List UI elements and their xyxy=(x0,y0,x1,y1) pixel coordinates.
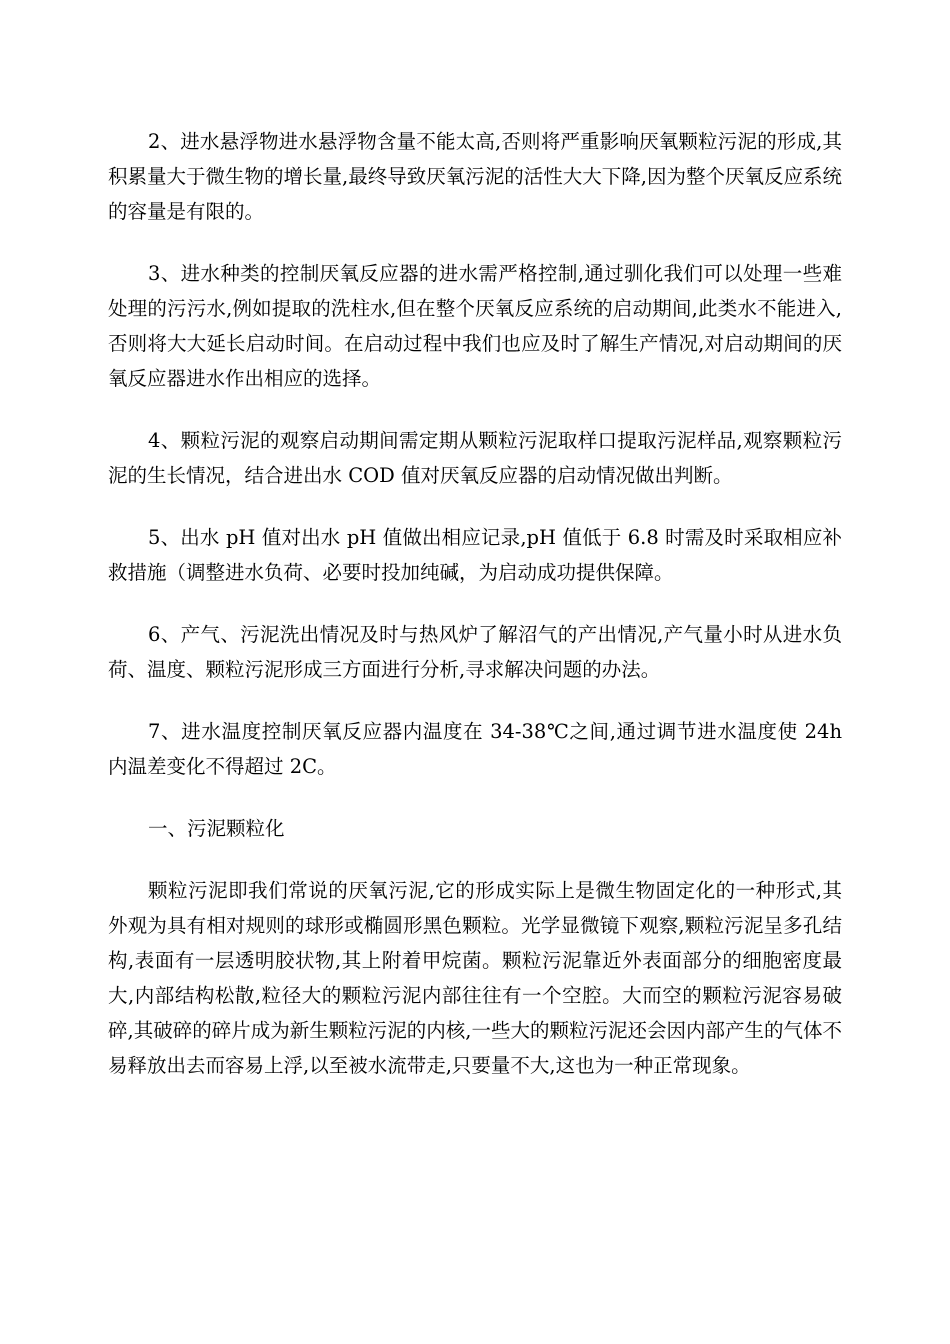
paragraph-granular-sludge-description: 颗粒污泥即我们常说的厌氧污泥,它的形成实际上是微生物固定化的一种形式,其外观为具有相对规则的球形或椭圆形黑色颗粒。光学显微镜下观察,颗粒污泥呈多孔结构,表面有一层透明胶状物,其上附着甲烷菌。颗粒污泥靠近外表面部分的细胞密度最大,内部结构松散,粒径大的颗粒污泥内部往往有一个空腔。大而空的颗粒污泥容易破碎,其破碎的碎片成为新生颗粒污泥的内核,一些大的颗粒污泥还会因内部产生的气体不易释放出去而容易上浮,以至被水流带走,只要量不大,这也为一种正常现象。 xyxy=(108,879,842,1077)
paragraph-granular-sludge-observation: 4、颗粒污泥的观察启动期间需定期从颗粒污泥取样口提取污泥样品,观察颗粒污泥的生长情况，结合进出水 COD 值对厌氧反应器的启动情况做出判断。 xyxy=(108,429,842,487)
paragraph-temperature-control: 7、进水温度控制厌氧反应器内温度在 34-38℃之间,通过调节进水温度使 24h 内温差变化不得超过 2C。 xyxy=(108,720,842,778)
paragraph-gas-production: 6、产气、污泥洗出情况及时与热风炉了解沼气的产出情况,产气量小时从进水负荷、温度、颗粒污泥形成三方面进行分析,寻求解决问题的办法。 xyxy=(108,623,842,681)
paragraph-effluent-ph: 5、出水 pH 值对出水 pH 值做出相应记录,pH 值低于 6.8 时需及时采取相应补救措施（调整进水负荷、必要时投加纯碱，为启动成功提供保障。 xyxy=(108,526,842,584)
document-body xyxy=(108,124,842,1110)
paragraph-influent-type: 3、进水种类的控制厌氧反应器的进水需严格控制,通过驯化我们可以处理一些难处理的污污水,例如提取的洗柱水,但在整个厌氧反应系统的启动期间,此类水不能进入,否则将大大延长启动时间。在启动过程中我们也应及时了解生产情况,对启动期间的厌氧反应器进水作出相应的选择。 xyxy=(108,262,842,390)
paragraph-suspended-solids: 2、进水悬浮物进水悬浮物含量不能太高,否则将严重影响厌氧颗粒污泥的形成,其积累量大于微生物的增长量,最终导致厌氧污泥的活性大大下降,因为整个厌氧反应系统的容量是有限的。 xyxy=(108,130,842,223)
section-heading: 一、污泥颗粒化 xyxy=(148,817,285,840)
